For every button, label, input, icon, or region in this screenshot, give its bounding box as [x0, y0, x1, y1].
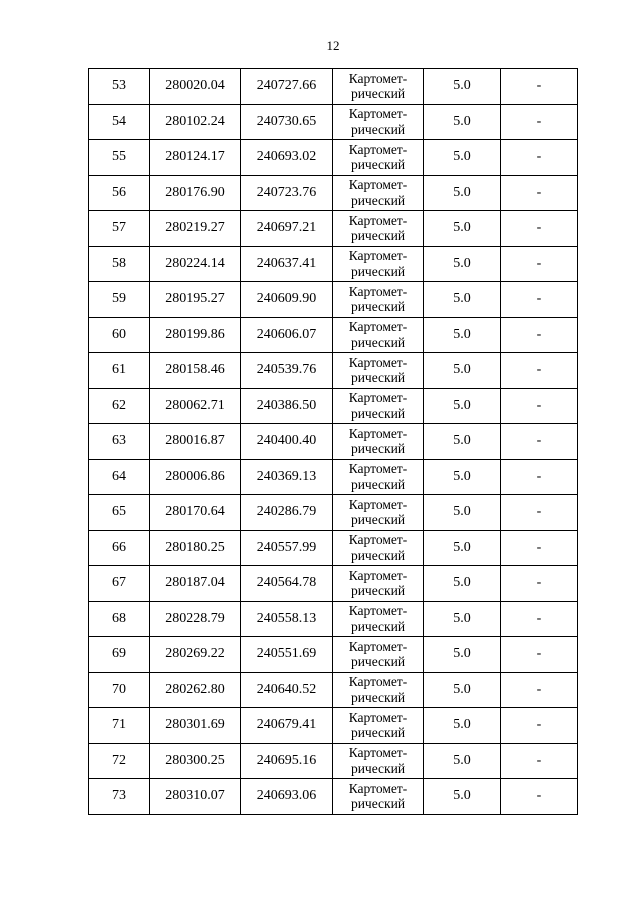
method-text-line: рический	[350, 760, 406, 776]
method-cell	[333, 601, 424, 637]
y-coordinate-cell: 240693.06	[241, 779, 333, 815]
x-coordinate-cell: 280102.24	[150, 104, 241, 140]
x-coordinate-cell: 280262.80	[150, 672, 241, 708]
x-coordinate-cell: 280269.22	[150, 637, 241, 673]
point-number-cell: 55	[89, 140, 150, 176]
note-cell: -	[501, 388, 578, 424]
coordinates-table-body	[89, 69, 578, 815]
point-number-cell: 70	[89, 672, 150, 708]
accuracy-cell: 5.0	[424, 779, 501, 815]
table-row	[89, 353, 578, 389]
method-text-line: рический	[350, 796, 406, 812]
point-number-cell: 65	[89, 495, 150, 531]
accuracy-cell: 5.0	[424, 175, 501, 211]
table-row	[89, 175, 578, 211]
y-coordinate-cell: 240727.66	[241, 69, 333, 105]
accuracy-cell: 5.0	[424, 637, 501, 673]
table-row	[89, 69, 578, 105]
table-row	[89, 708, 578, 744]
method-cell	[333, 140, 424, 176]
note-cell: -	[501, 637, 578, 673]
method-text-line: Картомет-	[348, 390, 408, 406]
accuracy-cell: 5.0	[424, 495, 501, 531]
accuracy-cell: 5.0	[424, 353, 501, 389]
method-text-line: рический	[350, 299, 406, 315]
point-number-cell: 67	[89, 566, 150, 602]
x-coordinate-cell: 280180.25	[150, 530, 241, 566]
x-coordinate-cell: 280170.64	[150, 495, 241, 531]
x-coordinate-cell: 280224.14	[150, 246, 241, 282]
method-text-line: рический	[350, 157, 406, 173]
method-text-line: Картомет-	[348, 638, 408, 654]
y-coordinate-cell: 240386.50	[241, 388, 333, 424]
x-coordinate-cell: 280124.17	[150, 140, 241, 176]
point-number-cell: 68	[89, 601, 150, 637]
point-number-cell: 66	[89, 530, 150, 566]
note-cell: -	[501, 495, 578, 531]
table-row	[89, 140, 578, 176]
x-coordinate-cell: 280301.69	[150, 708, 241, 744]
method-cell	[333, 317, 424, 353]
table-row	[89, 211, 578, 247]
method-text-line: Картомет-	[348, 212, 408, 228]
method-text-line: рический	[350, 263, 406, 279]
accuracy-cell: 5.0	[424, 601, 501, 637]
x-coordinate-cell: 280219.27	[150, 211, 241, 247]
y-coordinate-cell: 240640.52	[241, 672, 333, 708]
note-cell: -	[501, 104, 578, 140]
method-text-line: рический	[350, 583, 406, 599]
accuracy-cell: 5.0	[424, 140, 501, 176]
method-text-line: рический	[350, 512, 406, 528]
method-text-line: Картомет-	[348, 532, 408, 548]
point-number-cell: 73	[89, 779, 150, 815]
y-coordinate-cell: 240551.69	[241, 637, 333, 673]
y-coordinate-cell: 240606.07	[241, 317, 333, 353]
accuracy-cell: 5.0	[424, 424, 501, 460]
method-text-line: рический	[350, 192, 406, 208]
x-coordinate-cell: 280158.46	[150, 353, 241, 389]
accuracy-cell: 5.0	[424, 282, 501, 318]
method-cell	[333, 530, 424, 566]
table-row	[89, 424, 578, 460]
accuracy-cell: 5.0	[424, 743, 501, 779]
y-coordinate-cell: 240693.02	[241, 140, 333, 176]
method-text-line: Картомет-	[348, 567, 408, 583]
method-cell	[333, 175, 424, 211]
point-number-cell: 72	[89, 743, 150, 779]
table-row	[89, 104, 578, 140]
method-cell	[333, 282, 424, 318]
method-cell	[333, 424, 424, 460]
table-row	[89, 637, 578, 673]
note-cell: -	[501, 566, 578, 602]
accuracy-cell: 5.0	[424, 708, 501, 744]
accuracy-cell: 5.0	[424, 530, 501, 566]
method-text-line: рический	[350, 334, 406, 350]
table-row	[89, 388, 578, 424]
note-cell: -	[501, 69, 578, 105]
method-text-line: Картомет-	[348, 106, 408, 122]
x-coordinate-cell: 280310.07	[150, 779, 241, 815]
table-row	[89, 495, 578, 531]
table-row	[89, 246, 578, 282]
y-coordinate-cell: 240697.21	[241, 211, 333, 247]
method-cell	[333, 353, 424, 389]
method-text-line: рический	[350, 725, 406, 741]
coordinates-table	[88, 68, 578, 815]
accuracy-cell: 5.0	[424, 104, 501, 140]
method-text-line: Картомет-	[348, 141, 408, 157]
method-text-line: рический	[350, 618, 406, 634]
accuracy-cell: 5.0	[424, 246, 501, 282]
table-row	[89, 779, 578, 815]
method-text-line: Картомет-	[348, 354, 408, 370]
method-cell	[333, 672, 424, 708]
point-number-cell: 64	[89, 459, 150, 495]
x-coordinate-cell: 280006.86	[150, 459, 241, 495]
method-cell	[333, 459, 424, 495]
method-text-line: рический	[350, 405, 406, 421]
method-cell	[333, 779, 424, 815]
method-text-line: рический	[350, 86, 406, 102]
page-number: 12	[326, 38, 340, 53]
method-cell	[333, 743, 424, 779]
accuracy-cell: 5.0	[424, 317, 501, 353]
y-coordinate-cell: 240558.13	[241, 601, 333, 637]
table-row	[89, 672, 578, 708]
note-cell: -	[501, 530, 578, 566]
method-text-line: Картомет-	[348, 248, 408, 264]
method-text-line: Картомет-	[348, 283, 408, 299]
table-row	[89, 282, 578, 318]
accuracy-cell: 5.0	[424, 388, 501, 424]
y-coordinate-cell: 240637.41	[241, 246, 333, 282]
table-row	[89, 601, 578, 637]
note-cell: -	[501, 211, 578, 247]
table-row	[89, 743, 578, 779]
method-text-line: рический	[350, 689, 406, 705]
accuracy-cell: 5.0	[424, 69, 501, 105]
method-text-line: Картомет-	[348, 496, 408, 512]
note-cell: -	[501, 424, 578, 460]
y-coordinate-cell: 240730.65	[241, 104, 333, 140]
method-cell	[333, 708, 424, 744]
table-row	[89, 317, 578, 353]
x-coordinate-cell: 280228.79	[150, 601, 241, 637]
accuracy-cell: 5.0	[424, 566, 501, 602]
x-coordinate-cell: 280062.71	[150, 388, 241, 424]
table-row	[89, 566, 578, 602]
method-text-line: рический	[350, 476, 406, 492]
method-text-line: Картомет-	[348, 425, 408, 441]
y-coordinate-cell: 240564.78	[241, 566, 333, 602]
y-coordinate-cell: 240609.90	[241, 282, 333, 318]
method-cell	[333, 104, 424, 140]
point-number-cell: 56	[89, 175, 150, 211]
method-text-line: рический	[350, 441, 406, 457]
note-cell: -	[501, 353, 578, 389]
point-number-cell: 53	[89, 69, 150, 105]
method-text-line: Картомет-	[348, 461, 408, 477]
note-cell: -	[501, 459, 578, 495]
accuracy-cell: 5.0	[424, 459, 501, 495]
note-cell: -	[501, 708, 578, 744]
method-text-line: рический	[350, 121, 406, 137]
point-number-cell: 69	[89, 637, 150, 673]
method-text-line: Картомет-	[348, 603, 408, 619]
method-cell	[333, 246, 424, 282]
x-coordinate-cell: 280016.87	[150, 424, 241, 460]
point-number-cell: 60	[89, 317, 150, 353]
note-cell: -	[501, 743, 578, 779]
note-cell: -	[501, 317, 578, 353]
y-coordinate-cell: 240369.13	[241, 459, 333, 495]
table-row	[89, 530, 578, 566]
method-cell	[333, 69, 424, 105]
x-coordinate-cell: 280187.04	[150, 566, 241, 602]
y-coordinate-cell: 240286.79	[241, 495, 333, 531]
method-text-line: Картомет-	[348, 319, 408, 335]
point-number-cell: 62	[89, 388, 150, 424]
method-cell	[333, 637, 424, 673]
method-text-line: Картомет-	[348, 177, 408, 193]
note-cell: -	[501, 175, 578, 211]
point-number-cell: 59	[89, 282, 150, 318]
method-text-line: Картомет-	[348, 674, 408, 690]
point-number-cell: 61	[89, 353, 150, 389]
point-number-cell: 71	[89, 708, 150, 744]
note-cell: -	[501, 601, 578, 637]
method-cell	[333, 495, 424, 531]
method-text-line: рический	[350, 228, 406, 244]
point-number-cell: 54	[89, 104, 150, 140]
y-coordinate-cell: 240539.76	[241, 353, 333, 389]
point-number-cell: 58	[89, 246, 150, 282]
method-text-line: рический	[350, 654, 406, 670]
point-number-cell: 57	[89, 211, 150, 247]
accuracy-cell: 5.0	[424, 672, 501, 708]
y-coordinate-cell: 240557.99	[241, 530, 333, 566]
y-coordinate-cell: 240723.76	[241, 175, 333, 211]
note-cell: -	[501, 140, 578, 176]
method-cell	[333, 566, 424, 602]
y-coordinate-cell: 240400.40	[241, 424, 333, 460]
note-cell: -	[501, 282, 578, 318]
point-number-cell: 63	[89, 424, 150, 460]
x-coordinate-cell: 280300.25	[150, 743, 241, 779]
x-coordinate-cell: 280176.90	[150, 175, 241, 211]
y-coordinate-cell: 240679.41	[241, 708, 333, 744]
method-text-line: Картомет-	[348, 709, 408, 725]
x-coordinate-cell: 280199.86	[150, 317, 241, 353]
y-coordinate-cell: 240695.16	[241, 743, 333, 779]
x-coordinate-cell: 280020.04	[150, 69, 241, 105]
method-text-line: Картомет-	[348, 780, 408, 796]
table-row	[89, 459, 578, 495]
x-coordinate-cell: 280195.27	[150, 282, 241, 318]
method-text-line: рический	[350, 370, 406, 386]
accuracy-cell: 5.0	[424, 211, 501, 247]
method-text-line: Картомет-	[348, 745, 408, 761]
method-text-line: Картомет-	[348, 70, 408, 86]
method-cell	[333, 388, 424, 424]
note-cell: -	[501, 779, 578, 815]
method-text-line: рический	[350, 547, 406, 563]
method-cell	[333, 211, 424, 247]
note-cell: -	[501, 246, 578, 282]
note-cell: -	[501, 672, 578, 708]
